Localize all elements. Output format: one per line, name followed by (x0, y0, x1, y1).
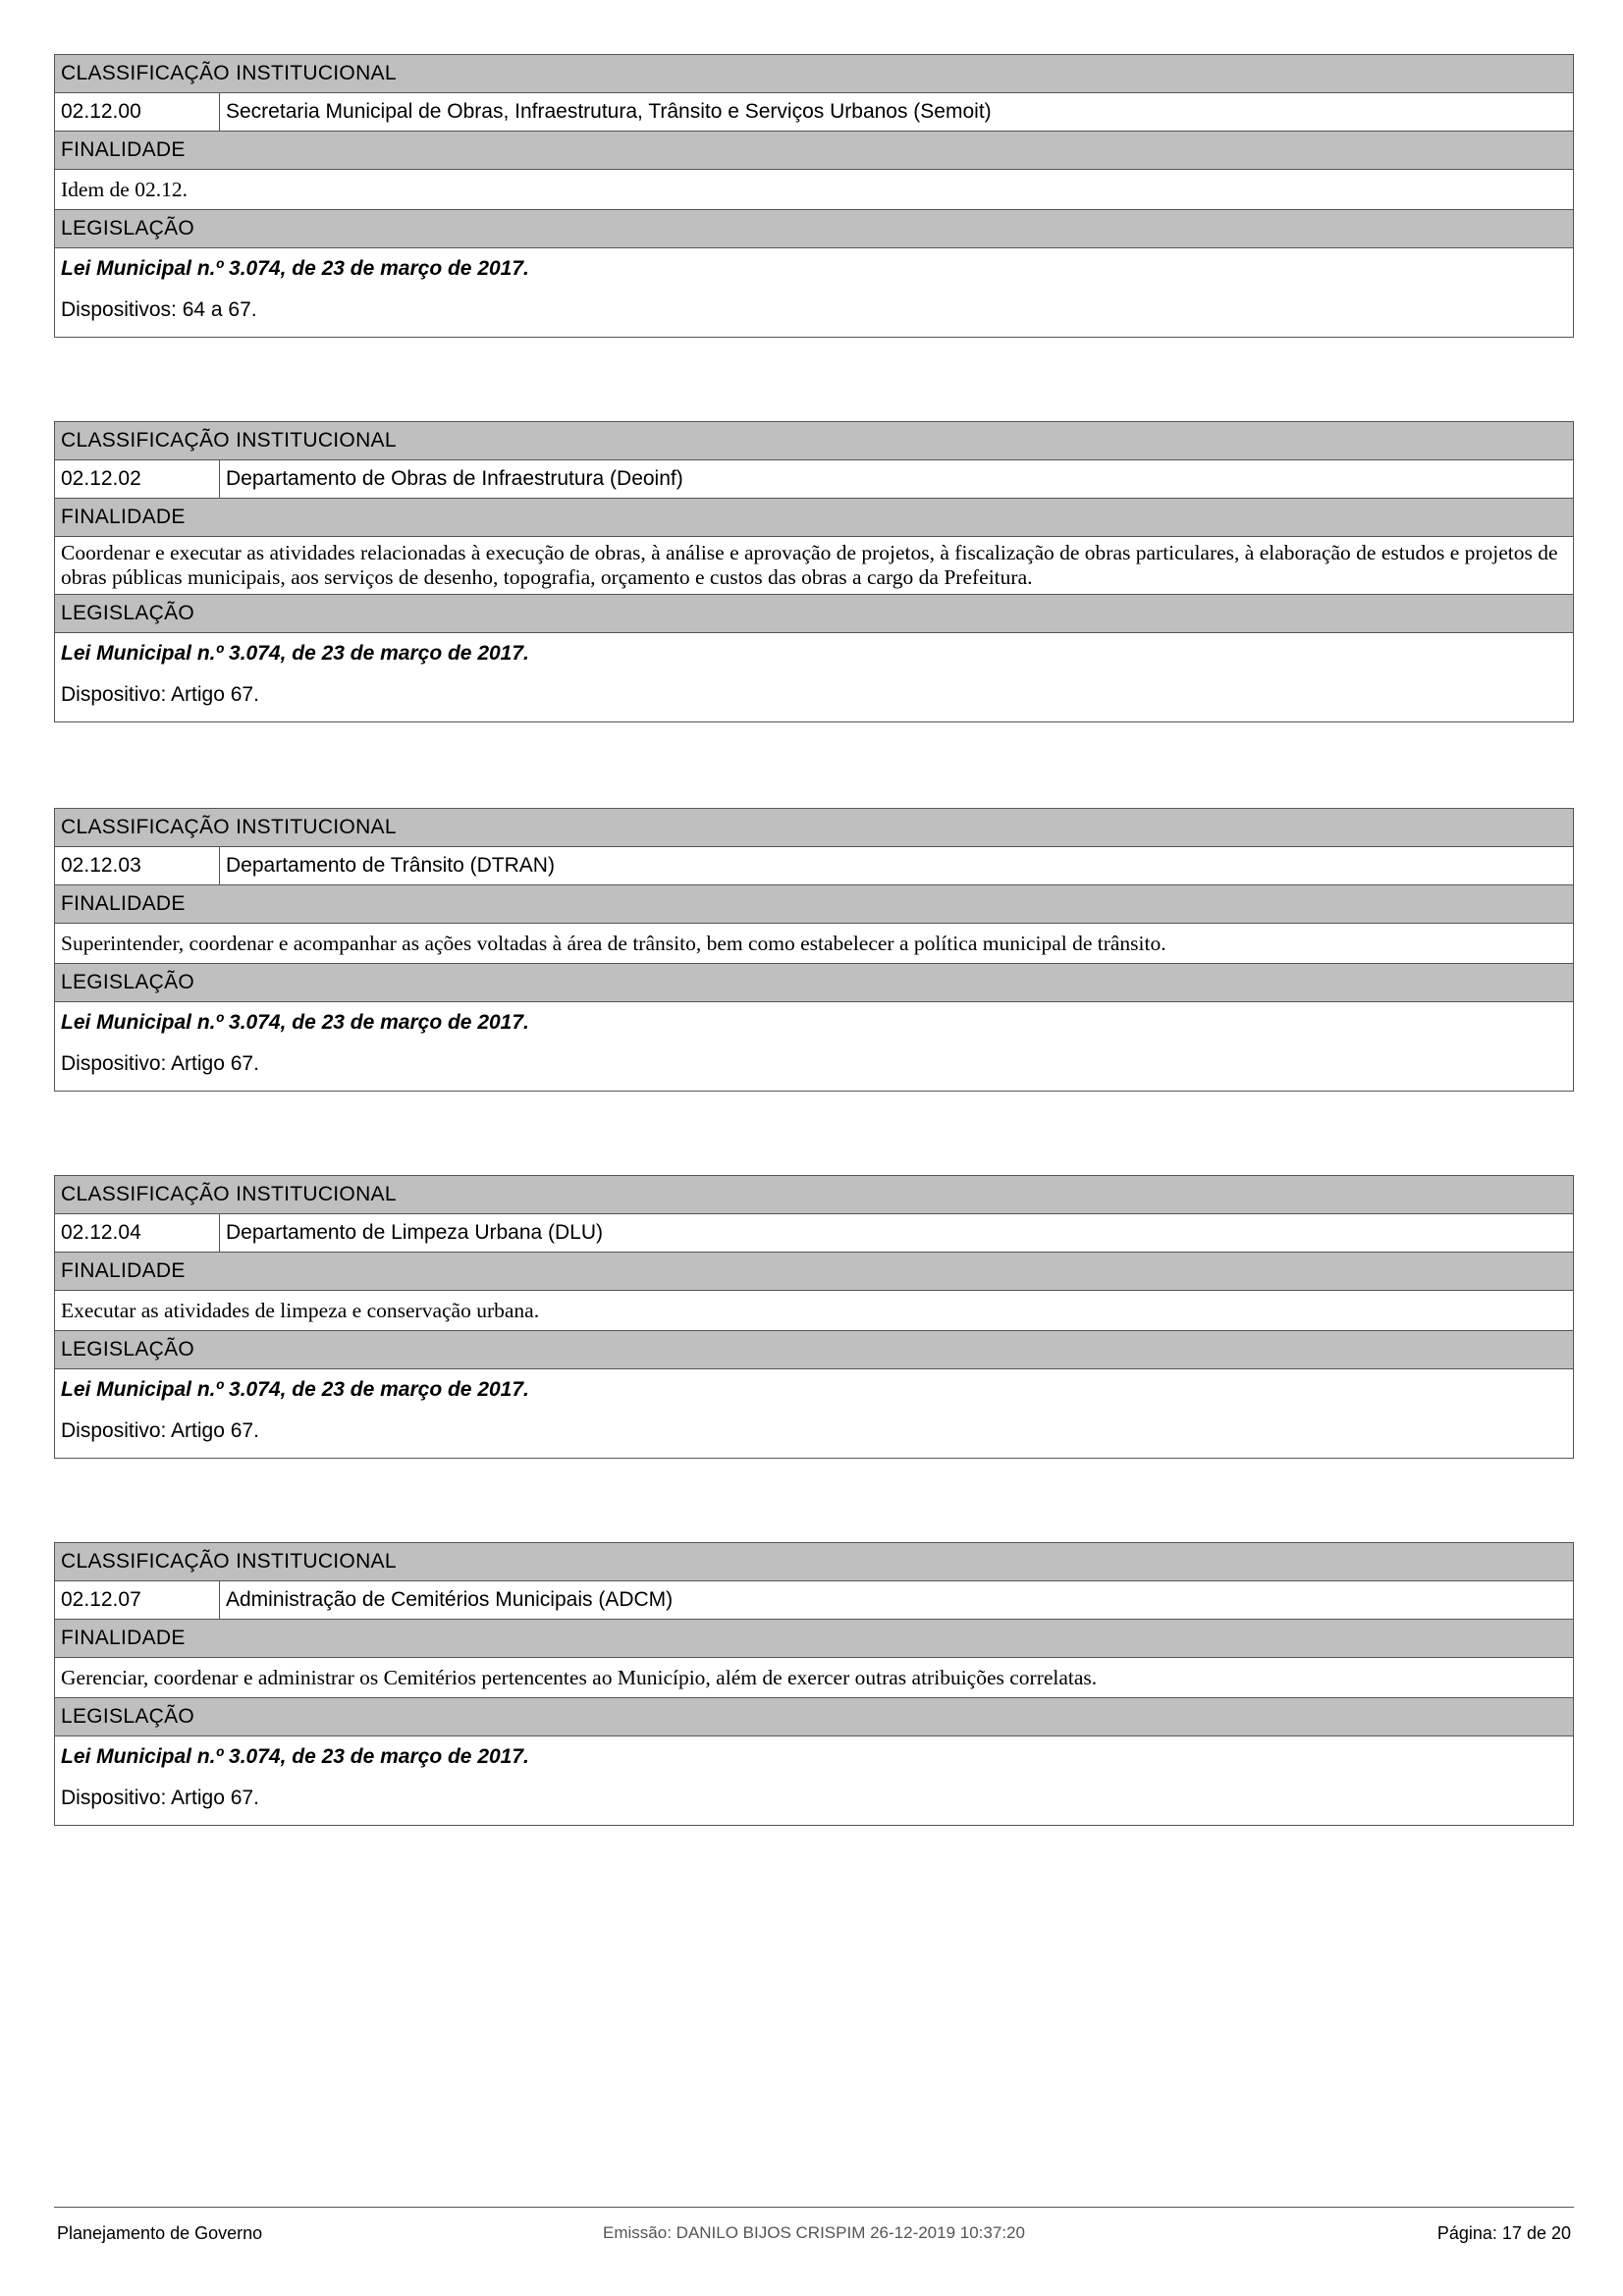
dispositivo-text: Dispositivo: Artigo 67. (61, 1787, 259, 1809)
finalidade-header: FINALIDADE (55, 1620, 1573, 1658)
legislacao-header: LEGISLAÇÃO (55, 1331, 1573, 1369)
classificacao-code: 02.12.02 (55, 460, 220, 498)
law-reference: Lei Municipal n.º 3.074, de 23 de março de 2017. (61, 1745, 529, 1768)
record-block-02-12-04 (54, 1175, 1574, 1459)
legislacao-header: LEGISLAÇÃO (55, 595, 1573, 633)
record-block-02-12-03 (54, 808, 1574, 1092)
finalidade-header: FINALIDADE (55, 499, 1573, 537)
footer-emission: Emissão: DANILO BIJOS CRISPIM 26-12-2019 10:37:20 (603, 2223, 1025, 2242)
legislacao-header: LEGISLAÇÃO (55, 210, 1573, 248)
classificacao-row (55, 1581, 1573, 1620)
dispositivo-text: Dispositivos: 64 a 67. (61, 298, 257, 321)
finalidade-text: Idem de 02.12. (55, 170, 1573, 210)
legislacao-content (55, 1002, 1573, 1091)
finalidade-text: Gerenciar, coordenar e administrar os Cemitérios pertencentes ao Município, além de exercer outras atribuições correlatas. (55, 1658, 1573, 1698)
classificacao-header: CLASSIFICAÇÃO INSTITUCIONAL (55, 1543, 1573, 1581)
classificacao-row (55, 93, 1573, 132)
page-footer (54, 2207, 1574, 2251)
finalidade-text: Coordenar e executar as atividades relacionadas à execução de obras, à análise e aprovação de projetos, à fiscalização de obras particulares, à elaboração de estudos e projetos de obras públicas municipais, aos serviços de desenho, topografia, orçamento e custos das obras a cargo da Prefeitura. (55, 537, 1573, 595)
dispositivo-text: Dispositivo: Artigo 67. (61, 1419, 259, 1442)
law-reference: Lei Municipal n.º 3.074, de 23 de março de 2017. (61, 257, 529, 280)
classificacao-code: 02.12.00 (55, 93, 220, 131)
classificacao-name: Departamento de Obras de Infraestrutura (Deoinf) (226, 467, 683, 490)
classificacao-row (55, 847, 1573, 885)
classificacao-header: CLASSIFICAÇÃO INSTITUCIONAL (55, 809, 1573, 847)
footer-department: Planejamento de Governo (57, 2223, 263, 2243)
legislacao-content (55, 1369, 1573, 1458)
finalidade-header: FINALIDADE (55, 132, 1573, 170)
legislacao-header: LEGISLAÇÃO (55, 964, 1573, 1002)
finalidade-header: FINALIDADE (55, 885, 1573, 924)
classificacao-row (55, 460, 1573, 499)
classificacao-name: Departamento de Limpeza Urbana (DLU) (226, 1221, 604, 1244)
law-reference: Lei Municipal n.º 3.074, de 23 de março de 2017. (61, 1011, 529, 1034)
classificacao-name: Secretaria Municipal de Obras, Infraestrutura, Trânsito e Serviços Urbanos (Semoit) (226, 100, 992, 123)
legislacao-content (55, 1736, 1573, 1825)
finalidade-header: FINALIDADE (55, 1253, 1573, 1291)
classificacao-header: CLASSIFICAÇÃO INSTITUCIONAL (55, 1176, 1573, 1214)
finalidade-text: Executar as atividades de limpeza e conservação urbana. (55, 1291, 1573, 1331)
dispositivo-text: Dispositivo: Artigo 67. (61, 683, 259, 706)
legislacao-header: LEGISLAÇÃO (55, 1698, 1573, 1736)
classificacao-header: CLASSIFICAÇÃO INSTITUCIONAL (55, 422, 1573, 460)
finalidade-text: Superintender, coordenar e acompanhar as ações voltadas à área de trânsito, bem como estabelecer a política municipal de trânsito. (55, 924, 1573, 964)
classificacao-name: Administração de Cemitérios Municipais (ADCM) (226, 1588, 674, 1611)
record-block-02-12-02 (54, 421, 1574, 722)
law-reference: Lei Municipal n.º 3.074, de 23 de março de 2017. (61, 642, 529, 665)
footer-page-number: Página: 17 de 20 (1436, 2223, 1571, 2243)
dispositivo-text: Dispositivo: Artigo 67. (61, 1052, 259, 1075)
law-reference: Lei Municipal n.º 3.074, de 23 de março de 2017. (61, 1378, 529, 1401)
classificacao-code: 02.12.07 (55, 1581, 220, 1619)
legislacao-content (55, 633, 1573, 721)
classificacao-header: CLASSIFICAÇÃO INSTITUCIONAL (55, 55, 1573, 93)
classificacao-row (55, 1214, 1573, 1253)
classificacao-name: Departamento de Trânsito (DTRAN) (226, 854, 555, 877)
classificacao-code: 02.12.04 (55, 1214, 220, 1252)
record-block-02-12-07 (54, 1542, 1574, 1826)
legislacao-content (55, 248, 1573, 337)
record-block-02-12-00 (54, 54, 1574, 338)
classificacao-code: 02.12.03 (55, 847, 220, 884)
